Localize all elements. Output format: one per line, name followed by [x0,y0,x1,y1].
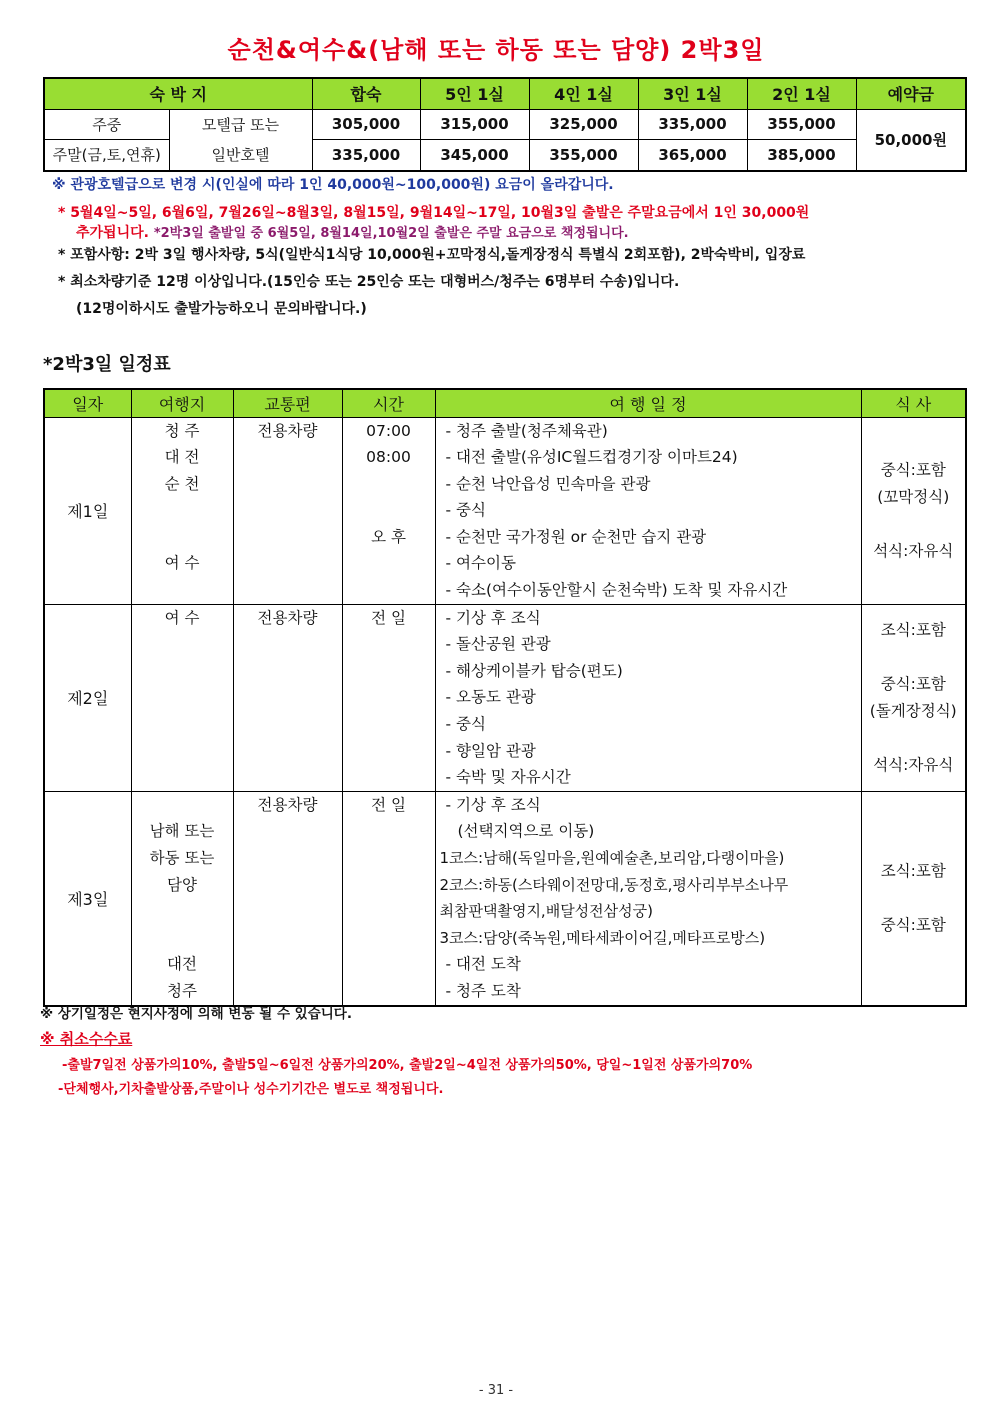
place: 하동 또는 [149,849,215,867]
itinerary-item: - 기상 후 조식 [445,608,541,627]
price-header-row [44,78,966,109]
itinerary-item: - 기상 후 조식 [445,795,541,814]
places-cell [131,791,233,1005]
place: 남해 또는 [149,822,215,841]
price-cell: 315,000 [420,109,529,140]
itinerary-item: - 대전 출발(유성IC월드컵경기장 이마트24) [445,448,738,467]
price-cell: 325,000 [529,109,638,140]
place: 대 전 [164,448,200,467]
note-min-people-cont: (12명이하시도 출발가능하오니 문의바랍니다.) [76,301,367,317]
transport: 전용차량 [257,421,318,440]
meal: 석식:자유식 [873,541,954,560]
day-label: 제3일 [44,791,131,1005]
schedule-header: 시간 [342,389,435,417]
schedule-header: 식 사 [861,389,966,417]
schedule-day-row [44,417,966,604]
time [343,550,435,577]
meal: 중식:포함 [880,915,946,934]
price-cell: 305,000 [312,109,420,140]
price-row-label: 주중 [44,109,169,140]
itinerary-item: 2코스:하동(스타웨이전망대,동정호,평사리부부소나무 [439,875,789,894]
meal: 조식:포함 [880,861,946,880]
cancel-line-1: -출발7일전 상품가의10%, 출발5일~6일전 상품가의20%, 출발2일~4일전 상품가의50%, 당일~1일전 상품가의70% [62,1058,753,1073]
transport-cell [233,791,342,1005]
price-header: 5인 1실 [420,78,529,109]
place [132,925,233,952]
day-label: 제2일 [44,604,131,791]
place [132,577,233,604]
price-cell: 385,000 [747,140,856,171]
price-header: 3인 1실 [638,78,747,109]
price-header: 숙 박 지 [44,78,312,109]
place: 여 수 [164,554,200,573]
place: 순 천 [164,474,200,493]
meal-gap [862,885,966,912]
place [132,898,233,925]
schedule-header: 일자 [44,389,131,417]
cancel-line-2: -단체행사,기차출발상품,주말이나 성수기기간은 별도로 책정됩니다. [58,1082,444,1097]
deposit-cell: 50,000원 [856,109,966,171]
lodging-line: 일반호텔 [211,145,270,164]
itinerary-item: - 청주 출발(청주체육관) [445,421,608,440]
change-note: ※ 상기일정은 현지사정에 의해 변동 될 수 있습니다. [40,1006,352,1022]
day-label: 제1일 [44,417,131,604]
schedule-day-row [44,604,966,791]
itinerary-cell [435,417,861,604]
itinerary-item: - 대전 도착 [445,955,521,974]
place [132,497,233,524]
itinerary-item: 3코스:담양(죽녹원,메타세콰이어길,메타프로방스) [439,928,766,947]
times-cell [342,791,435,1005]
times-cell [342,417,435,604]
schedule-day-row [44,791,966,1005]
transport-cell [233,604,342,791]
price-table [43,77,967,172]
schedule-header: 여 행 일 정 [435,389,861,417]
itinerary-item: - 중식 [445,715,486,734]
page-title: 순천&여수&(남해 또는 하동 또는 담양) 2박3일 [227,36,765,64]
itinerary-item: 최참판댁촬영지,배달성전삼성궁) [439,902,653,921]
price-cell: 335,000 [638,109,747,140]
price-header: 2인 1실 [747,78,856,109]
itinerary-item: - 오동도 관광 [445,688,536,707]
meal-cell [861,417,966,604]
price-header: 합숙 [312,78,420,109]
schedule-table [43,388,967,1007]
schedule-title: *2박3일 일정표 [43,354,171,375]
transport: 전용차량 [257,795,318,814]
meal-gap [862,644,966,671]
time [343,577,435,604]
itinerary-item: - 여수이동 [445,554,516,573]
places-cell [131,604,233,791]
meal-gap [862,725,966,752]
meal-cell [861,791,966,1005]
meal: 중식:포함 [880,460,946,479]
meal-gap [862,511,966,538]
note-min-people: * 최소차량기준 12명 이상입니다.(15인승 또는 25인승 또는 대형버스/청주는 6명부터 수송)입니다. [58,274,680,290]
time: 전 일 [371,608,406,627]
itinerary-item: - 숙박 및 자유시간 [445,768,571,787]
time: 전 일 [371,795,406,814]
schedule-header: 교통편 [233,389,342,417]
price-row-label: 주말(금,토,연휴) [44,140,169,171]
price-cell: 365,000 [638,140,747,171]
itinerary-item: - 돌산공원 관광 [445,635,551,654]
itinerary-item: - 순천 낙안읍성 민속마을 관광 [445,474,651,493]
meal: (돌게장정식) [869,701,957,720]
itinerary-item: (선택지역으로 이동) [457,822,595,841]
schedule-header-row [44,389,966,417]
transport-cell [233,417,342,604]
time: 오 후 [371,527,406,546]
schedule-header: 여행지 [131,389,233,417]
time: 08:00 [366,448,411,467]
price-cell: 345,000 [420,140,529,171]
note-weekend-dates-cont-1: 추가됩니다. [76,225,149,241]
note-hotel-upgrade: ※ 관광호텔급으로 변경 시(인실에 따라 1인 40,000원~100,000원) 요금이 올라갑니다. [52,177,614,193]
cancel-title: ※ 취소수수료 [40,1030,133,1048]
place: 청 주 [164,421,200,440]
time [343,471,435,498]
place [132,524,233,551]
itinerary-item: - 해상케이블카 탑승(편도) [445,661,623,680]
itinerary-item: - 중식 [445,501,486,520]
itinerary-cell [435,604,861,791]
time: 07:00 [366,421,411,440]
price-header: 4인 1실 [529,78,638,109]
meal: 중식:포함 [880,674,946,693]
transport: 전용차량 [257,608,318,627]
meal: 석식:자유식 [873,755,954,774]
place [132,792,233,819]
meal-cell [861,604,966,791]
price-cell: 335,000 [312,140,420,171]
itinerary-item: - 숙소(여수이동안할시 순천숙박) 도착 및 자유시간 [445,581,788,600]
time [343,497,435,524]
times-cell [342,604,435,791]
page-number: - 31 - [478,1383,514,1398]
itinerary-item: - 청주 도착 [445,981,521,1000]
price-row-weekday [44,109,966,140]
place: 여 수 [164,608,200,627]
meal: (꼬막정식) [877,487,950,506]
price-header: 예약금 [856,78,966,109]
itinerary-item: 1코스:남해(독일마을,원예예술촌,보리암,다랭이마을) [439,849,785,867]
note-included: * 포함사항: 2박 3일 행사차량, 5식(일반식1식당 10,000원+꼬막정식,돌게장정식 특별식 2회포함), 2박숙박비, 입장료 [58,247,806,263]
note-weekend-dates: * 5월4일~5일, 6월6일, 7월26일~8월3일, 8월15일, 9월14일~17일, 10월3일 출발은 주말요금에서 1인 30,000원 [58,205,810,221]
itinerary-item: - 향일암 관광 [445,741,536,760]
itinerary-cell [435,791,861,1005]
price-cell: 355,000 [747,109,856,140]
place: 청주 [167,981,197,1000]
lodging-type [169,109,312,171]
note-weekend-dates-cont [76,222,629,242]
note-weekend-dates-cont-2: *2박3일 출발일 중 6월5일, 8월14일,10월2일 출발은 주말 요금으로 책정됩니다. [153,226,629,241]
lodging-line: 모텔급 또는 [201,115,280,134]
price-cell: 355,000 [529,140,638,171]
itinerary-item: - 순천만 국가정원 or 순천만 습지 관광 [445,527,707,546]
meal: 조식:포함 [880,620,946,639]
places-cell [131,417,233,604]
place: 대전 [167,955,197,974]
place: 담양 [167,875,197,894]
